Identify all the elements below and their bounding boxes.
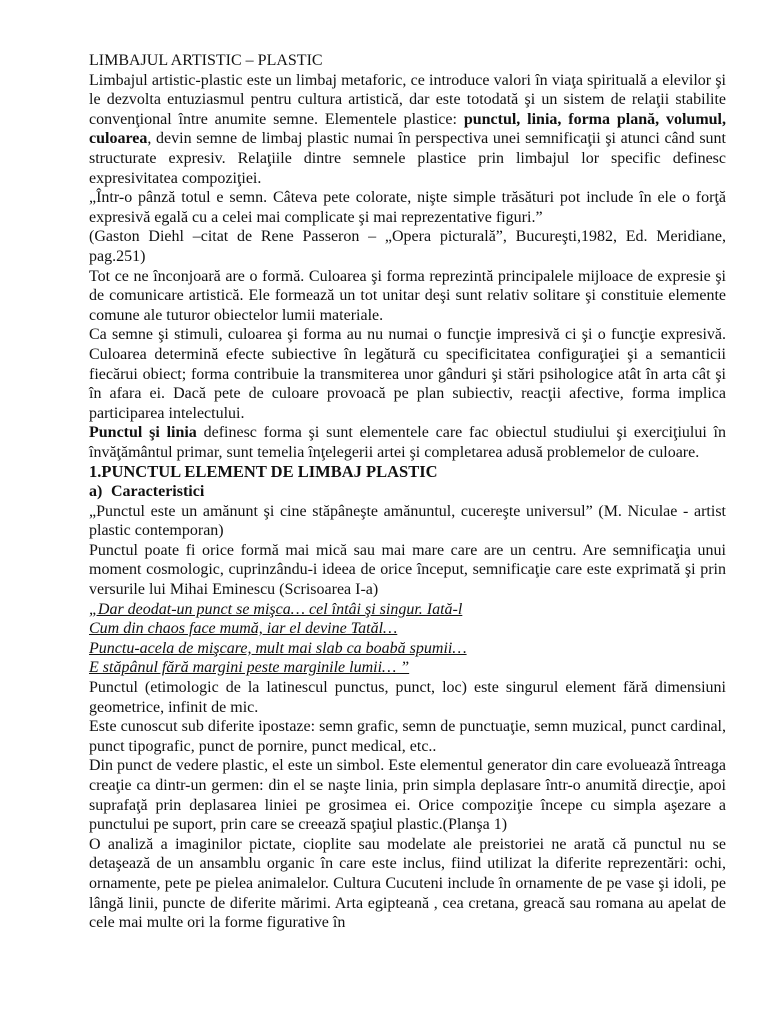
poem-line: E stăpânul fără margini peste marginile lumii… ” bbox=[89, 659, 410, 677]
subsection-heading bbox=[89, 482, 726, 502]
citation-diehl: (Gaston Diehl –citat de Rene Passeron – „Opera picturală”, Bucureşti,1982, Ed. Meridiane, pag.251) bbox=[89, 228, 726, 265]
poem-line: „Dar deodat-un punct se mişca… cel întâi şi singur. Iată-l bbox=[89, 600, 463, 618]
poem-line: Cum din chaos face mumă, iar el devine Tatăl… bbox=[89, 620, 398, 638]
poem-line: Punctu-acela de mişcare, mult mai slab ca boabă spumii… bbox=[89, 639, 467, 657]
point-line-bold: Punctul şi linia bbox=[89, 424, 197, 442]
point-line-rest: definesc forma şi sunt elementele care fac obiectul studiului şi exerciţiului în învăţământul primar, sunt temelia înţelegerii artei şi completarea adusă problemelor de culoare. bbox=[89, 424, 727, 461]
quote-niculae: „Punctul este un amănunt şi cine stăpâneşte amănuntul, cucereşte universul” (M. Niculae - artist plastic contemporan) bbox=[89, 502, 726, 540]
paragraph-point-line bbox=[89, 423, 726, 462]
quote-diehl: „Într-o pânză totul e semn. Câteva pete colorate, nişte simple trăsături pot include în ele o forţă expresivă egală cu a celei mai complicate şi mai reprezentative figuri.” bbox=[89, 189, 726, 226]
intro-paragraph bbox=[89, 71, 726, 189]
intro-bold-elements: punctul, linia, forma plană, volumul, culoarea bbox=[89, 110, 726, 148]
paragraph-hypostases: Este cunoscut sub diferite ipostaze: semn grafic, semn de punctuaţie, semn muzical, punct cardinal, punct tipografic, punct de pornire, punct medical, etc.. bbox=[89, 718, 726, 755]
intro-text-2: , devin semne de limbaj plastic numai în perspectiva unei semnificaţii şi atunci când sunt structurate expresiv. Relaţiile dintre semnele plastice prin limbajul lor specific definesc expresivitatea compoziţiei. bbox=[89, 130, 726, 187]
section-heading: 1.PUNCTUL ELEMENT DE LIMBAJ PLASTIC bbox=[89, 462, 438, 482]
intro-text-1: Limbajul artistic-plastic este un limbaj metaforic, ce introduce valori în viaţa spirituală a elevilor şi le dezvolta entuziasmul pentru cultura artistică, dar este totodată şi un sistem de relaţii stabilite convenţional între anumite semne. Elementele plastice: bbox=[89, 71, 726, 128]
subsection-title: Caracteristici bbox=[111, 483, 205, 501]
paragraph-prehistory: O analiză a imaginilor pictate, cioplite sau modelate ale preistoriei ne arată că punctul nu se detaşează de un ansamblu organic în care este inclus, fiind utilizat la diferite reprezentări: ochi, ornamente, pete pe pielea animalelor. Cultura Cucuteni include în ornamente de pe vase şi idoli, pe lângă linii, puncte de diferite mărimi. Arta egipteană , cea cretana, greacă sau romana au apelat de cele mai multe ori la forme figurative în bbox=[89, 835, 726, 932]
paragraph-etymology: Punctul (etimologic de la latinescul punctus, punct, loc) este singurul element fără dimensiuni geometrice, infinit de mic. bbox=[89, 679, 726, 716]
subsection-letter: a) bbox=[89, 483, 103, 501]
paragraph-symbol: Din punct de vedere plastic, el este un simbol. Este elementul generator din care evoluează întreaga creaţie ca dintr-un germen: din el se naşte linia, prin simpla deplasare într-o anumită direcţie, apoi suprafaţă prin deplasarea liniei pe grosimea ei. Orice compoziţie începe cu simpla aşezare a punctului pe suport, prin care se creează spaţiul plastic.(Planşa 1) bbox=[89, 757, 726, 834]
paragraph-form: Tot ce ne înconjoară are o formă. Culoarea şi forma reprezintă principalele mijloace de expresie şi de comunicare artistică. Ele formează un tot unitar deşi sunt relativ solitare şi constituie elemente comune ale tuturor obiectelor lumii materiale. bbox=[89, 267, 726, 324]
document-title: LIMBAJUL ARTISTIC – PLASTIC bbox=[89, 52, 323, 69]
paragraph-signs: Ca semne şi stimuli, culoarea şi forma au nu numai o funcţie impresivă ci şi o funcţie expresivă. Culoarea determină efecte subiective în legătură cu specificitatea configuraţiei şi a semanticii fiecărui obiect; forma contribuie la transmiterea unor gânduri şi stări psihologice atât în arta cât şi în afara ei. Dacă pete de culoare provoacă pe plan subiectiv, reacţii afective, forma implica participarea intelectului. bbox=[89, 326, 726, 422]
paragraph-point-definition: Punctul poate fi orice formă mai mică sau mai mare care are un centru. Are semnificaţia unui moment cosmologic, cuprinzându-i ideea de orice început, semnificaţie care este exprimată şi prin versurile lui Mihai Eminescu (Scrisoarea I-a) bbox=[89, 541, 726, 599]
